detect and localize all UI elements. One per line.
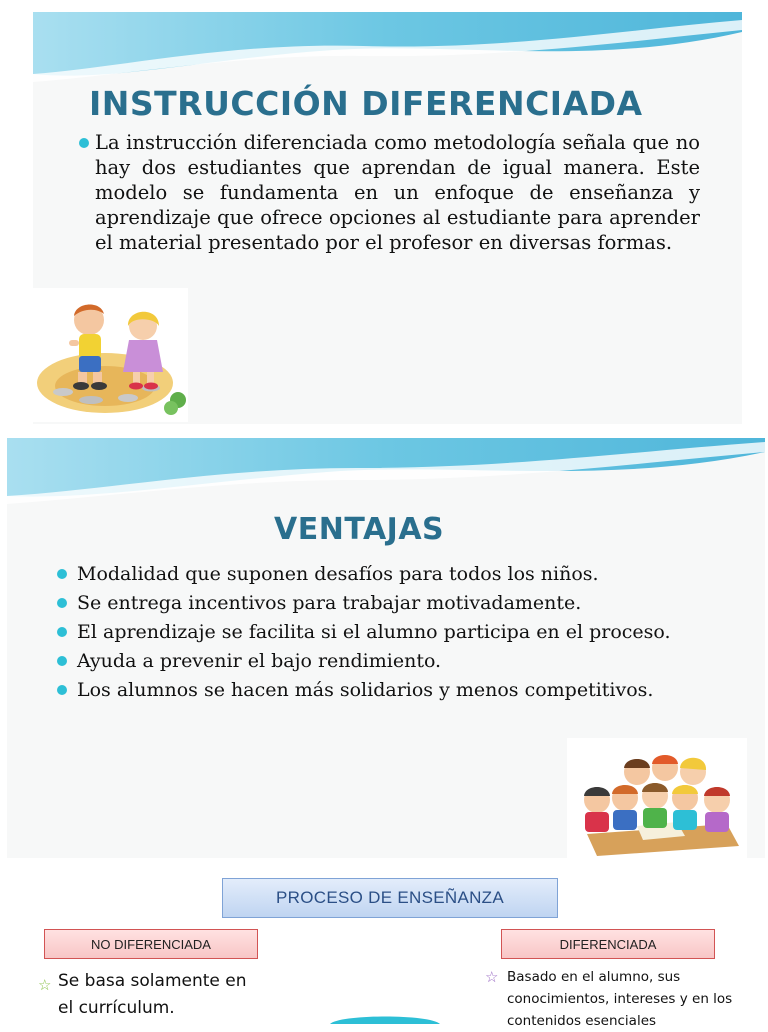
children-walking-illustration <box>33 288 188 422</box>
slide-ventajas <box>7 438 765 858</box>
category-no-diferenciada: NO DIFERENCIADA <box>44 929 258 959</box>
diferenciada-description: Basado en el alumno, sus conocimientos, intereses y en los contenidos esenciales <box>507 969 733 1029</box>
star-icon: ☆ <box>38 976 52 994</box>
slide-title: VENTAJAS <box>274 512 445 547</box>
bullet-icon <box>57 627 67 637</box>
children-group-illustration <box>567 738 747 858</box>
slide-title: INSTRUCCIÓN DIFERENCIADA <box>89 84 643 123</box>
header-wave <box>7 438 765 508</box>
list-item: Ayuda a prevenir el bajo rendimiento. <box>77 648 737 674</box>
list-item: Los alumnos se hacen más solidarios y menos competitivos. <box>77 677 737 703</box>
definition-text: La instrucción diferenciada como metodología señala que no hay dos estudiantes que aprendan de igual manera. Este modelo se fundamenta en un enfoque de enseñanza y aprendizaje que ofrece opciones al estudiante para aprender el material presentado por el profesor en diversas formas. <box>95 131 700 254</box>
bullet-icon <box>79 138 89 148</box>
connector-shape <box>330 1014 440 1024</box>
definition-paragraph <box>95 130 700 255</box>
bullet-icon <box>57 685 67 695</box>
bullet-icon <box>57 569 67 579</box>
process-title-box: PROCESO DE ENSEÑANZA <box>222 878 558 918</box>
advantages-list <box>77 561 737 706</box>
header-wave <box>33 12 742 87</box>
star-icon: ☆ <box>485 968 499 986</box>
slide-instruccion-diferenciada <box>33 12 742 424</box>
list-item: El aprendizaje se facilita si el alumno participa en el proceso. <box>77 619 737 645</box>
category-diferenciada: DIFERENCIADA <box>501 929 715 959</box>
bullet-icon <box>57 598 67 608</box>
bullet-icon <box>57 656 67 666</box>
list-item: Modalidad que suponen desafíos para todos los niños. <box>77 561 737 587</box>
list-item: Se entrega incentivos para trabajar motivadamente. <box>77 590 737 616</box>
no-diferenciada-description: Se basa solamente en el currículum. <box>58 971 247 1018</box>
